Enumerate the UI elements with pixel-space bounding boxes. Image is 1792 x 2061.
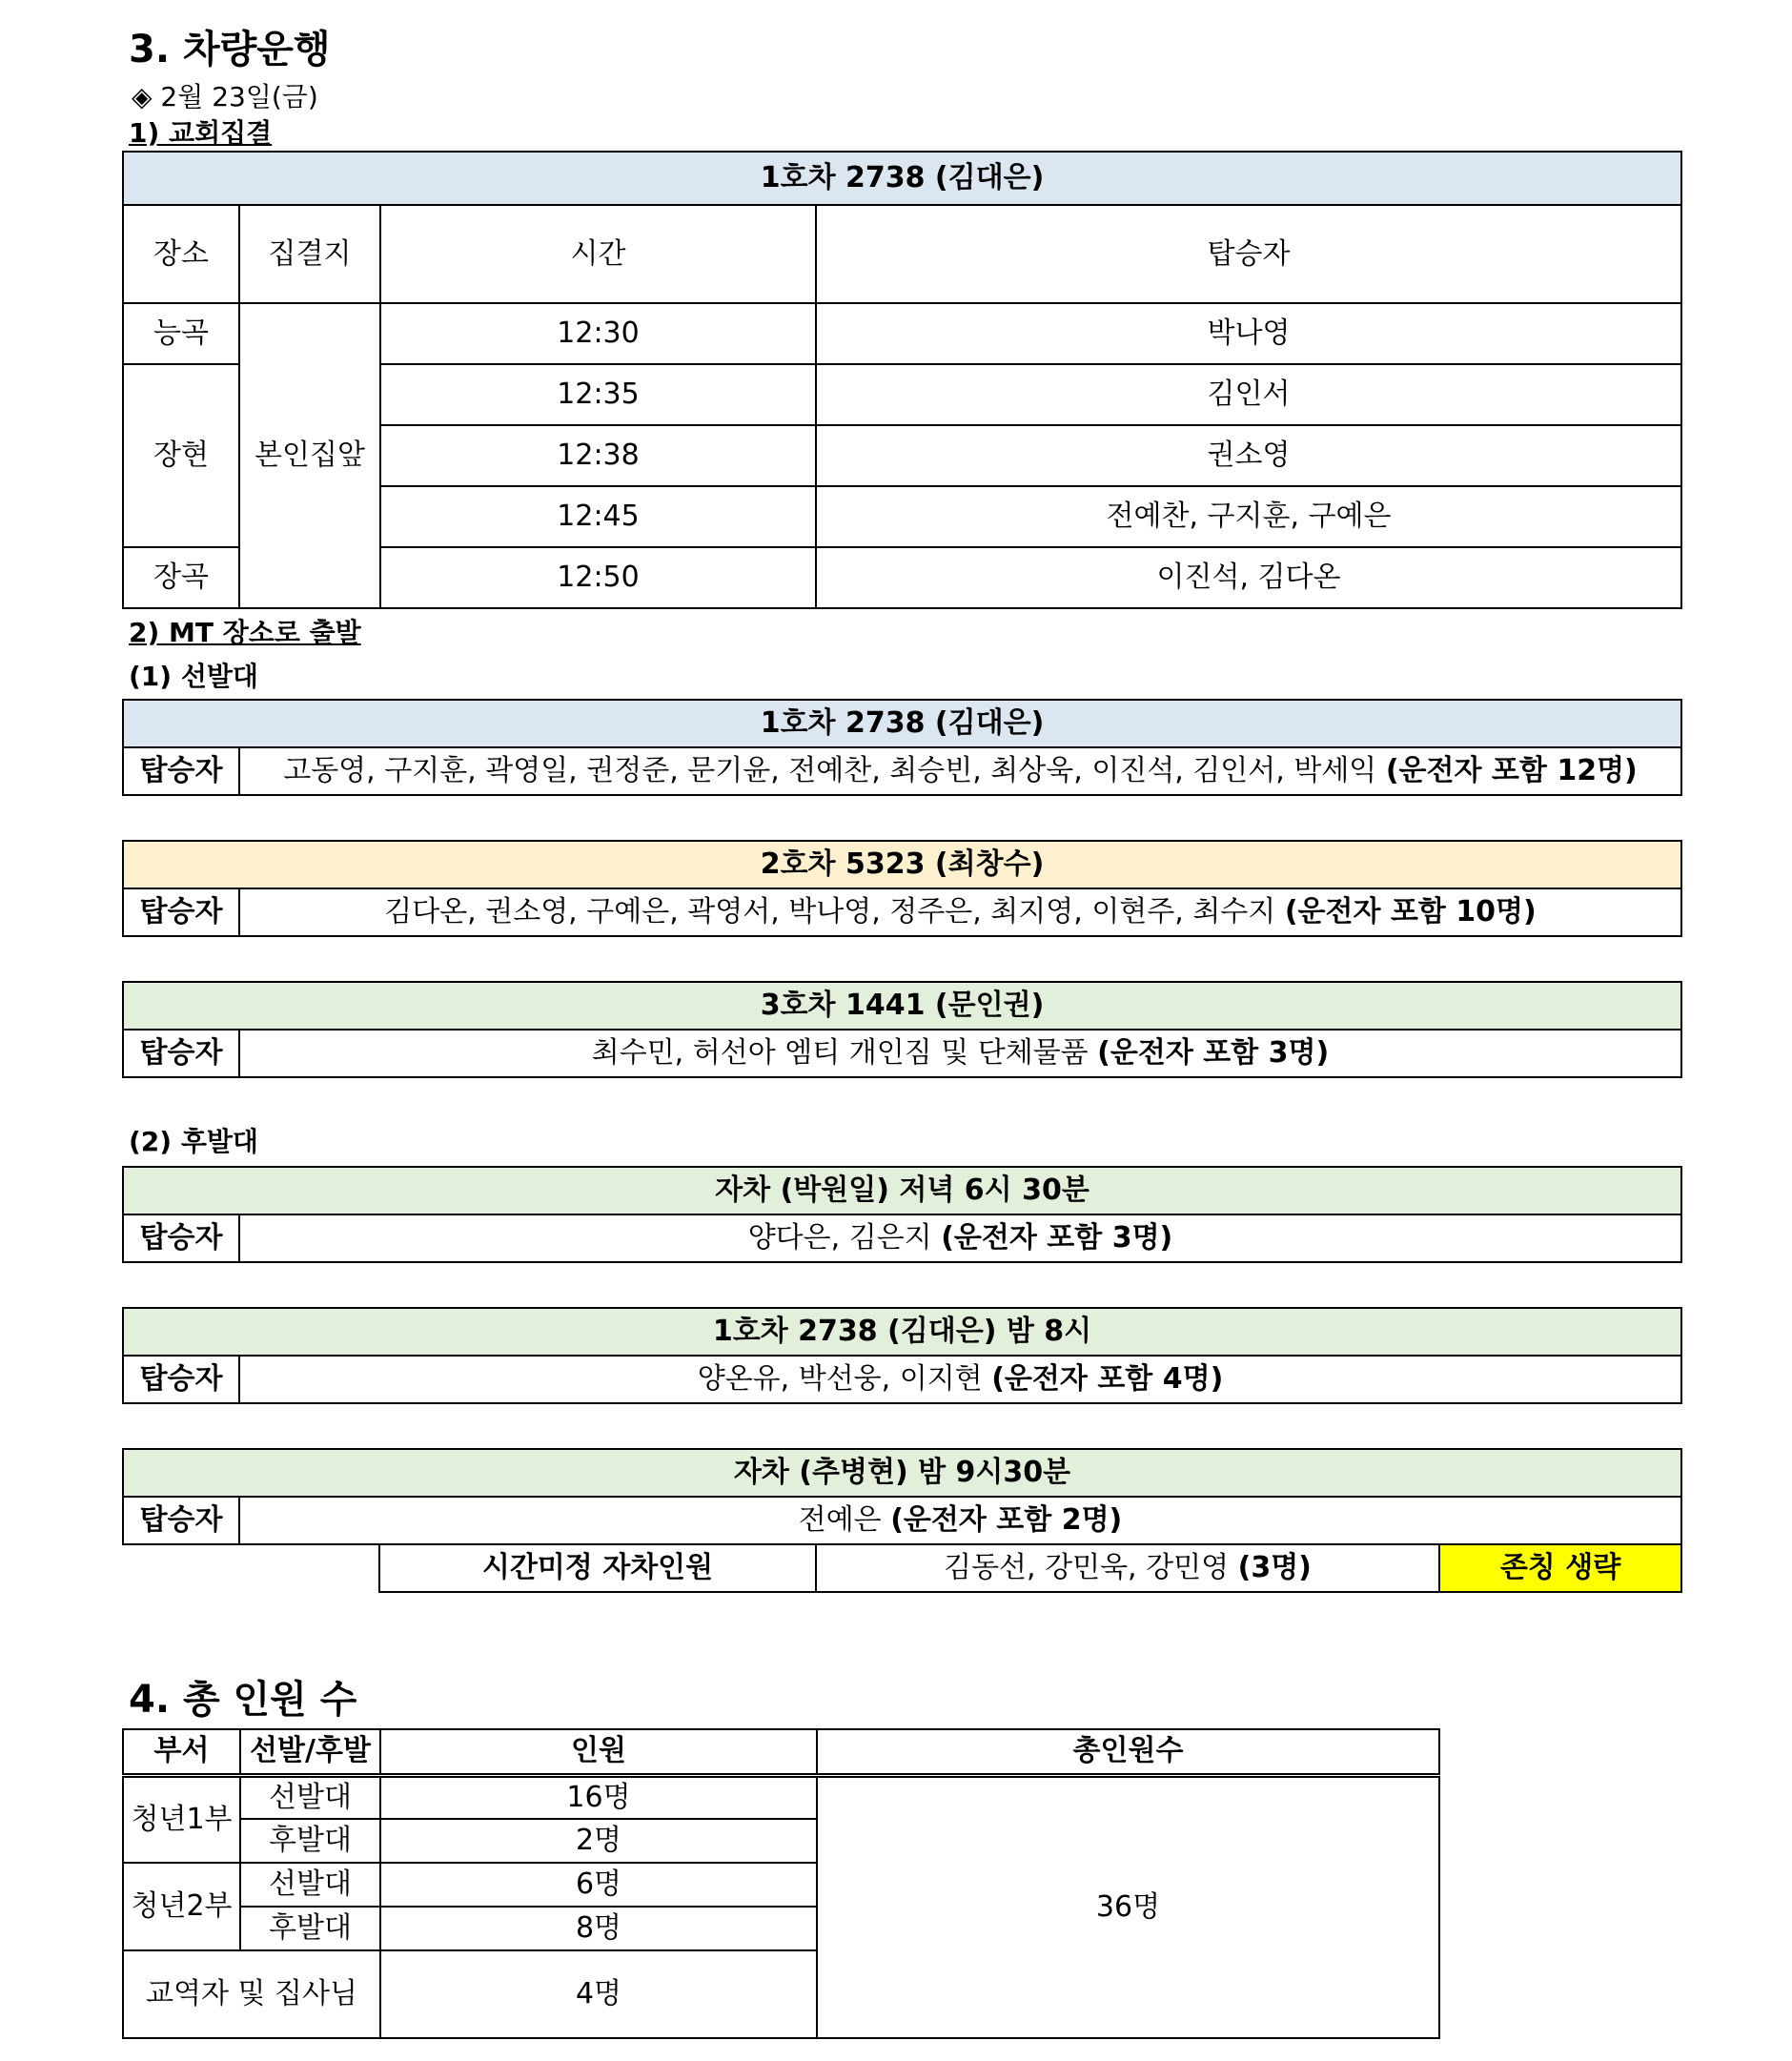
header-riders: 탑승자: [816, 205, 1681, 303]
car-count-note: (운전자 포함 2명): [890, 1503, 1123, 1537]
header-dept: 부서: [123, 1729, 240, 1775]
car-count-note: (운전자 포함 3명): [1097, 1036, 1330, 1070]
header-place: 장소: [123, 205, 239, 303]
car-riders: 김다온, 권소영, 구예은, 곽영서, 박나영, 정주은, 최지영, 이현주, 최수지: [384, 895, 1285, 928]
meeting-point-cell: 본인집앞: [239, 303, 380, 608]
car-riders: 전예은: [798, 1503, 891, 1537]
time-cell: 12:45: [380, 486, 816, 547]
count-cell: 8명: [380, 1907, 817, 1950]
total-count-cell: 36명: [817, 1775, 1439, 2038]
type-cell: 후발대: [240, 1819, 380, 1863]
count-cell: 2명: [380, 1819, 817, 1863]
car-table: [122, 981, 1682, 1078]
car-header: 자차 (추병현) 밤 9시30분: [123, 1449, 1681, 1497]
car-riders: 양온유, 박선웅, 이지현: [697, 1362, 992, 1396]
staff-label-cell: 교역자 및 집사님: [123, 1950, 380, 2038]
car-header: 자차 (박원일) 저녁 6시 30분: [123, 1167, 1681, 1214]
riders-cell: 김인서: [816, 364, 1681, 425]
car-header: 1호차 2738 (김대은) 밤 8시: [123, 1308, 1681, 1356]
car-table: [122, 1448, 1682, 1545]
undecided-count: (3명): [1237, 1551, 1312, 1584]
car-riders-cell: [239, 1356, 1681, 1403]
rider-label: 탑승자: [123, 1497, 239, 1544]
riders-cell: 이진석, 김다온: [816, 547, 1681, 608]
car-riders: 양다은, 김은지: [747, 1221, 942, 1255]
header-type: 선발/후발: [240, 1729, 380, 1775]
car-table: [122, 699, 1682, 796]
car-table: [122, 1166, 1682, 1263]
rider-label: 탑승자: [123, 1214, 239, 1262]
time-cell: 12:30: [380, 303, 816, 364]
rider-label: 탑승자: [123, 888, 239, 936]
total-table: [122, 1728, 1440, 2039]
car-riders-cell: [239, 747, 1681, 795]
rear-title: (2) 후발대: [129, 1126, 258, 1157]
time-cell: 12:35: [380, 364, 816, 425]
count-cell: 16명: [380, 1775, 817, 1819]
staff-count-cell: 4명: [380, 1950, 817, 2038]
car-count-note: (운전자 포함 12명): [1385, 754, 1638, 787]
riders-cell: 권소영: [816, 425, 1681, 486]
car-header: 1호차 2738 (김대은): [123, 700, 1681, 747]
undecided-table: [378, 1543, 1682, 1593]
car-table: [122, 840, 1682, 937]
car-count-note: (운전자 포함 10명): [1284, 895, 1537, 928]
date-label: ◈ 2월 23일(금): [132, 81, 318, 112]
car-riders-cell: [239, 888, 1681, 936]
gather-table: [122, 151, 1682, 609]
advance-title: (1) 선발대: [129, 661, 258, 692]
car-riders: 고동영, 구지훈, 곽영일, 권정준, 문기윤, 전예찬, 최승빈, 최상욱, 이진석, 김인서, 박세익: [283, 754, 1386, 787]
part2-title: 2) MT 장소로 출발: [129, 617, 361, 648]
header-count: 인원: [380, 1729, 817, 1775]
undecided-label: 시간미정 자차인원: [379, 1544, 816, 1592]
car-table: [122, 1307, 1682, 1404]
undecided-riders: 김동선, 강민욱, 강민영: [944, 1551, 1238, 1584]
car-header: 3호차 1441 (문인권): [123, 982, 1681, 1030]
car-count-note: (운전자 포함 4명): [991, 1362, 1224, 1396]
gather-car-header: 1호차 2738 (김대은): [123, 152, 1681, 205]
honorific-note: 존칭 생략: [1439, 1544, 1681, 1592]
header-total: 총인원수: [817, 1729, 1439, 1775]
rider-label: 탑승자: [123, 1356, 239, 1403]
part1-title: 1) 교회집결: [129, 117, 273, 149]
type-cell: 선발대: [240, 1775, 380, 1819]
riders-cell: 박나영: [816, 303, 1681, 364]
car-riders-cell: [239, 1030, 1681, 1077]
riders-cell: 전예찬, 구지훈, 구예은: [816, 486, 1681, 547]
type-cell: 후발대: [240, 1907, 380, 1950]
place-cell: 능곡: [123, 303, 239, 364]
car-count-note: (운전자 포함 3명): [941, 1221, 1173, 1255]
dept-cell: 청년1부: [123, 1775, 240, 1863]
total-section-title: 4. 총 인원 수: [129, 1678, 357, 1722]
type-cell: 선발대: [240, 1863, 380, 1907]
place-cell: 장현: [123, 364, 239, 547]
header-meeting-point: 집결지: [239, 205, 380, 303]
rider-label: 탑승자: [123, 747, 239, 795]
car-riders-cell: [239, 1497, 1681, 1544]
rider-label: 탑승자: [123, 1030, 239, 1077]
car-header: 2호차 5323 (최창수): [123, 841, 1681, 888]
time-cell: 12:38: [380, 425, 816, 486]
car-riders: 최수민, 허선아 엠티 개인짐 및 단체물품: [591, 1036, 1098, 1070]
time-cell: 12:50: [380, 547, 816, 608]
dept-cell: 청년2부: [123, 1863, 240, 1950]
count-cell: 6명: [380, 1863, 817, 1907]
header-time: 시간: [380, 205, 816, 303]
car-riders-cell: [239, 1214, 1681, 1262]
place-cell: 장곡: [123, 547, 239, 608]
undecided-riders-cell: [816, 1544, 1439, 1592]
section-title: 3. 차량운행: [129, 28, 331, 71]
